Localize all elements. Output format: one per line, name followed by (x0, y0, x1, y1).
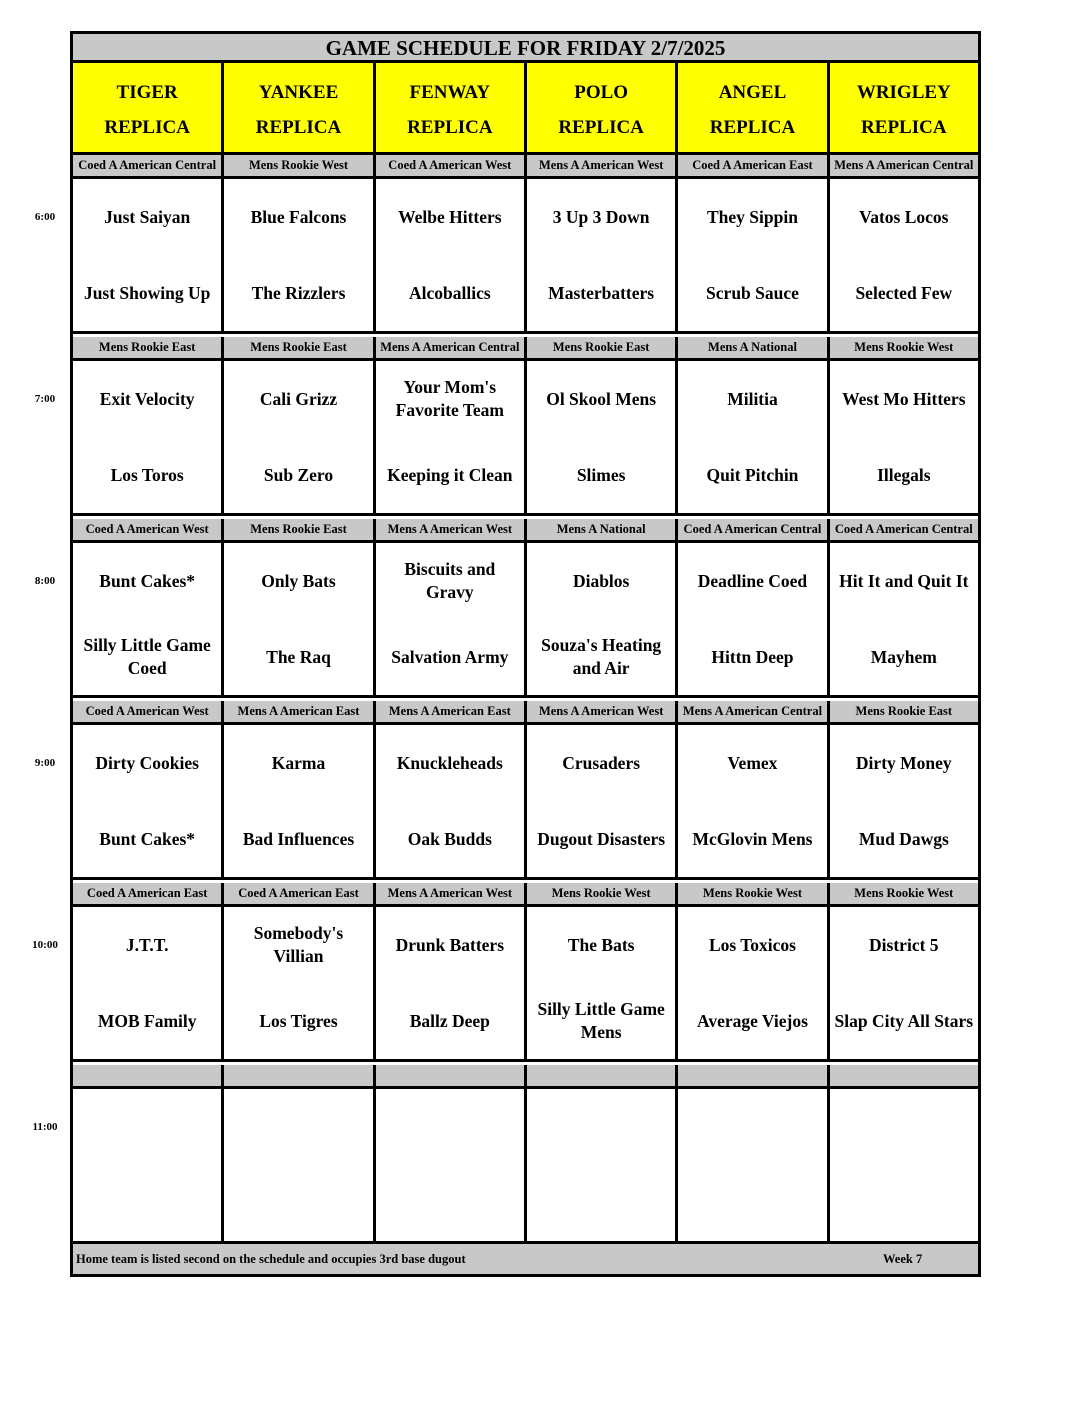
away-team: Exit Velocity (99, 388, 195, 409)
division-label: Mens A National (678, 337, 829, 358)
division-label: Mens A American West (527, 701, 678, 722)
division-label (830, 1065, 978, 1086)
away-team: Vemex (727, 752, 778, 773)
game-cell (678, 907, 829, 1059)
home-team: MOB Family (97, 1010, 197, 1031)
division-label: Mens A American East (224, 701, 375, 722)
away-team: The Bats (567, 934, 635, 955)
division-label: Mens Rookie East (527, 337, 678, 358)
away-team: Biscuits and Gravy (404, 559, 496, 602)
field-subtitle: REPLICA (709, 117, 796, 138)
footer-row (73, 1244, 978, 1274)
home-team: Masterbatters (548, 282, 655, 303)
division-row (73, 155, 978, 179)
game-cell (73, 907, 224, 1059)
away-team (73, 1089, 221, 1165)
home-team: The Rizzlers (251, 282, 346, 303)
home-team: Ballz Deep (409, 1010, 490, 1031)
home-team: Souza's Heating and Air (541, 635, 662, 678)
time-label: 7:00 (34, 393, 56, 405)
game-cell (73, 1089, 224, 1241)
away-team (678, 1089, 826, 1165)
game-cell (376, 725, 527, 877)
field-header-cell (224, 63, 375, 152)
division-label: Mens A American Central (834, 158, 974, 172)
home-team: Dugout Disasters (537, 828, 666, 849)
away-team: Knuckleheads (396, 752, 503, 773)
game-cell (224, 907, 375, 1059)
away-team: West Mo Hitters (842, 388, 966, 409)
division-label: Coed A American Central (678, 519, 829, 540)
away-team: Deadline Coed (697, 570, 808, 591)
home-team: Silly Little Game Mens (537, 999, 665, 1042)
game-cell (830, 543, 978, 695)
home-team: Mud Dawgs (858, 828, 949, 849)
game-cell (830, 361, 978, 513)
division-label: Coed A American Central (73, 155, 224, 176)
away-team (376, 1089, 524, 1165)
division-label: Mens A American Central (376, 337, 527, 358)
division-label (678, 1065, 829, 1086)
division-label: Coed A American East (224, 883, 375, 904)
home-team: Mayhem (870, 646, 937, 667)
away-team: They Sippin (707, 206, 798, 227)
division-label (376, 1065, 527, 1086)
home-team: Slimes (576, 464, 626, 485)
away-team: Your Mom's Favorite Team (395, 377, 505, 420)
division-label: Mens Rookie East (855, 704, 953, 718)
home-team: Illegals (877, 464, 931, 485)
away-team: Ol Skool Mens (546, 388, 657, 409)
game-cell (830, 907, 978, 1059)
week-label: Week 7 (883, 1252, 923, 1266)
game-cell (73, 179, 224, 331)
game-cell (376, 543, 527, 695)
division-label: Coed A American Central (834, 522, 973, 536)
game-cell (678, 543, 829, 695)
game-row (32, 907, 978, 1062)
away-team: Militia (727, 388, 778, 409)
game-cell (224, 1089, 375, 1241)
field-header-cell (376, 63, 527, 152)
field-subtitle: REPLICA (558, 117, 644, 138)
away-team (224, 1089, 372, 1165)
division-label: Coed A American East (678, 155, 829, 176)
time-label: 6:00 (34, 211, 56, 223)
game-cell (527, 1089, 678, 1241)
game-cell (73, 543, 224, 695)
game-cell (830, 725, 978, 877)
game-cell (527, 543, 678, 695)
field-subtitle: REPLICA (407, 117, 493, 138)
away-team: Dirty Money (855, 752, 952, 773)
field-subtitle: REPLICA (255, 117, 342, 138)
division-label: Mens Rookie West (854, 340, 954, 354)
away-team (830, 1089, 978, 1165)
away-team: Only Bats (261, 570, 336, 591)
division-label (224, 1065, 375, 1086)
away-team: Karma (271, 752, 326, 773)
division-label: Mens Rookie East (224, 519, 375, 540)
game-cell (376, 1089, 527, 1241)
division-row (73, 883, 978, 907)
division-label: Mens Rookie West (527, 883, 678, 904)
home-team: Los Toros (110, 464, 184, 485)
away-team: Bunt Cakes* (99, 570, 196, 591)
home-team (376, 1165, 524, 1241)
game-cell (527, 179, 678, 331)
home-team (678, 1165, 826, 1241)
home-team (830, 1165, 978, 1241)
field-header-cell (830, 63, 978, 152)
home-team: The Raq (266, 646, 331, 667)
game-row (34, 179, 978, 334)
division-label: Coed A American West (376, 155, 527, 176)
division-row (73, 1065, 978, 1089)
home-team: Salvation Army (391, 646, 509, 667)
division-label: Mens Rookie West (678, 883, 829, 904)
division-label: Mens Rookie East (73, 337, 224, 358)
division-label: Mens A American West (376, 883, 527, 904)
division-label: Coed A American West (73, 519, 224, 540)
game-cell (376, 361, 527, 513)
division-label: Coed A American West (73, 701, 224, 722)
game-cell (678, 725, 829, 877)
away-team: Welbe Hitters (398, 206, 502, 227)
game-cell (527, 725, 678, 877)
home-team (73, 1165, 221, 1241)
home-team: Sub Zero (263, 464, 334, 485)
time-slots (32, 155, 978, 1244)
field-name: TIGER (116, 82, 178, 103)
away-team: Blue Falcons (250, 206, 347, 227)
field-header-cell (73, 63, 224, 152)
game-row (32, 1089, 978, 1244)
away-team: District 5 (869, 934, 939, 955)
game-row (34, 725, 978, 880)
game-cell (376, 907, 527, 1059)
away-team: Just Saiyan (104, 206, 191, 227)
field-header-cell (678, 63, 829, 152)
division-label: Mens A American West (376, 519, 527, 540)
division-label: Mens A American Central (678, 701, 829, 722)
home-team: Bunt Cakes* (99, 828, 196, 849)
game-cell (376, 179, 527, 331)
field-header-row (73, 63, 978, 155)
home-team-note: Home team is listed second on the schedule and occupies 3rd base dugout (76, 1252, 466, 1266)
field-name: FENWAY (409, 82, 491, 103)
home-team (527, 1165, 675, 1241)
away-team: J.T.T. (125, 934, 169, 955)
away-team: Hit It and Quit It (839, 570, 969, 591)
game-cell (73, 725, 224, 877)
time-label: 10:00 (32, 939, 58, 951)
schedule-sheet (32, 31, 981, 1277)
division-label (73, 1065, 224, 1086)
division-label: Mens Rookie West (224, 155, 375, 176)
home-team: Keeping it Clean (387, 464, 513, 485)
home-team: Slap City All Stars (834, 1010, 974, 1031)
division-label (527, 1065, 678, 1086)
division-row (73, 701, 978, 725)
game-cell (678, 179, 829, 331)
game-row (34, 361, 978, 516)
game-cell (830, 179, 978, 331)
away-team (527, 1089, 675, 1165)
game-cell (224, 361, 375, 513)
division-label: Mens A American East (376, 701, 527, 722)
home-team: Silly Little Game Coed (83, 635, 211, 678)
game-cell (73, 361, 224, 513)
game-cell (830, 1089, 978, 1241)
division-label: Coed A American East (73, 883, 224, 904)
home-team: Quit Pitchin (706, 464, 799, 485)
home-team: Bad Influences (242, 828, 355, 849)
time-label: 11:00 (32, 1121, 58, 1133)
division-label: Mens A American West (527, 155, 678, 176)
away-team: Vatos Locos (859, 206, 949, 227)
home-team: Just Showing Up (83, 282, 211, 303)
game-cell (678, 361, 829, 513)
game-cell (224, 543, 375, 695)
game-cell (678, 1089, 829, 1241)
time-label: 8:00 (34, 575, 56, 587)
field-name: WRIGLEY (856, 82, 951, 103)
away-team: Diablos (572, 570, 630, 591)
away-team: Cali Grizz (259, 388, 338, 409)
field-name: YANKEE (258, 82, 339, 103)
home-team: McGlovin Mens (692, 828, 813, 849)
home-team: Hittn Deep (711, 646, 794, 667)
field-subtitle: REPLICA (861, 117, 947, 138)
away-team: Dirty Cookies (95, 752, 199, 773)
field-name: POLO (574, 82, 629, 103)
game-cell (224, 725, 375, 877)
game-cell (224, 179, 375, 331)
division-row (73, 519, 978, 543)
field-name: ANGEL (718, 82, 787, 103)
game-cell (527, 361, 678, 513)
home-team: Los Tigres (259, 1010, 338, 1031)
game-cell (527, 907, 678, 1059)
game-row (34, 543, 978, 698)
division-label: Mens A National (527, 519, 678, 540)
schedule-title: GAME SCHEDULE FOR FRIDAY 2/7/2025 (73, 31, 978, 63)
home-team: Average Viejos (696, 1010, 808, 1031)
away-team: Somebody's Villian (253, 923, 344, 966)
home-team (224, 1165, 372, 1241)
division-row (73, 337, 978, 361)
division-label: Mens Rookie East (224, 337, 375, 358)
time-label: 9:00 (34, 757, 56, 769)
home-team: Scrub Sauce (706, 282, 799, 303)
home-team: Oak Budds (407, 828, 492, 849)
away-team: 3 Up 3 Down (552, 206, 650, 227)
division-label: Mens Rookie West (854, 886, 954, 900)
home-team: Alcoballics (408, 282, 491, 303)
field-subtitle: REPLICA (104, 117, 190, 138)
away-team: Drunk Batters (395, 934, 505, 955)
field-header-cell (527, 63, 678, 152)
away-team: Crusaders (562, 752, 641, 773)
away-team: Los Toxicos (708, 934, 796, 955)
home-team: Selected Few (855, 282, 953, 303)
